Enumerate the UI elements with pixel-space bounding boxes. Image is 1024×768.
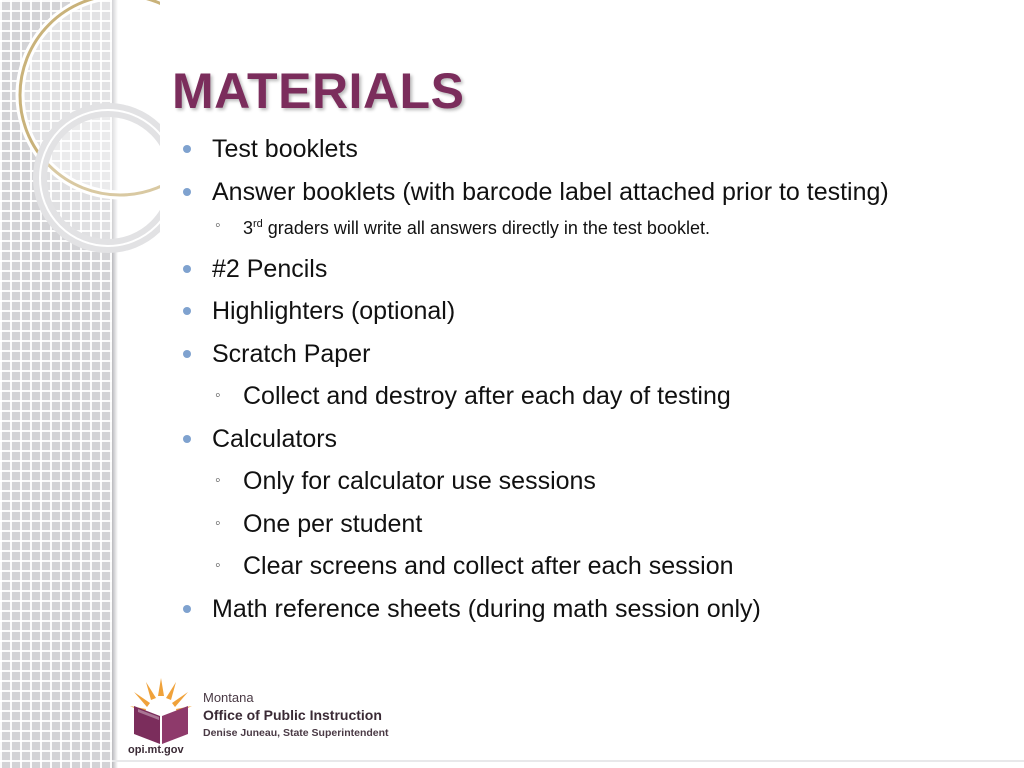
footer-logo-block	[128, 676, 408, 768]
list-item	[182, 177, 1002, 207]
org-superintendent: Denise Juneau, State Superintendent	[203, 727, 389, 739]
sub-bullet-icon: ◦	[215, 472, 221, 489]
sub-list-item	[182, 381, 1002, 411]
sub-list-item	[182, 509, 1002, 539]
list-item	[182, 424, 1002, 454]
sub-bullet-icon: ◦	[215, 217, 221, 234]
bullet-icon	[183, 435, 191, 443]
item-text-base: 3	[243, 218, 254, 238]
item-text-superscript: rd	[253, 218, 263, 230]
item-text: Clear screens and collect after each session	[243, 552, 734, 580]
item-text: Test booklets	[212, 135, 358, 163]
item-text: Collect and destroy after each day of testing	[243, 382, 731, 410]
item-text: Scratch Paper	[212, 339, 371, 368]
list-item	[182, 296, 1002, 326]
sub-list-item	[182, 466, 1002, 496]
item-text: Answer booklets (with barcode label attached prior to testing)	[212, 177, 889, 206]
sub-list-item	[182, 215, 1002, 241]
org-state: Montana	[203, 690, 254, 705]
sub-bullet-icon: ◦	[215, 557, 221, 574]
bullet-icon	[183, 188, 191, 196]
logo-url: opi.mt.gov	[128, 744, 184, 756]
slide-title: MATERIALS	[172, 63, 465, 119]
list-item	[182, 339, 1002, 369]
sub-list-item	[182, 551, 1002, 581]
item-text-rest: graders will write all answers directly in the test booklet.	[262, 218, 710, 238]
bullet-icon	[183, 145, 191, 153]
footer-divider	[112, 760, 1024, 762]
item-text: Math reference sheets (during math session only)	[212, 594, 761, 623]
list-item	[182, 594, 1002, 624]
bullet-list	[182, 134, 1002, 636]
sub-bullet-icon: ◦	[215, 514, 221, 532]
list-item	[182, 134, 1002, 164]
item-text: One per student	[243, 509, 423, 538]
item-text: Only for calculator use sessions	[243, 467, 596, 495]
decorative-rings	[0, 0, 160, 260]
org-name: Office of Public Instruction	[203, 707, 382, 723]
bullet-icon	[183, 265, 191, 273]
bullet-icon	[183, 307, 191, 315]
item-text: #2 Pencils	[212, 254, 328, 283]
sub-bullet-icon: ◦	[215, 387, 221, 404]
bullet-icon	[183, 605, 191, 613]
item-text: Highlighters (optional)	[212, 297, 456, 325]
book-with-sunburst-icon	[128, 676, 198, 746]
list-item	[182, 254, 1002, 284]
bullet-icon	[183, 350, 191, 358]
item-text: Calculators	[212, 424, 338, 453]
